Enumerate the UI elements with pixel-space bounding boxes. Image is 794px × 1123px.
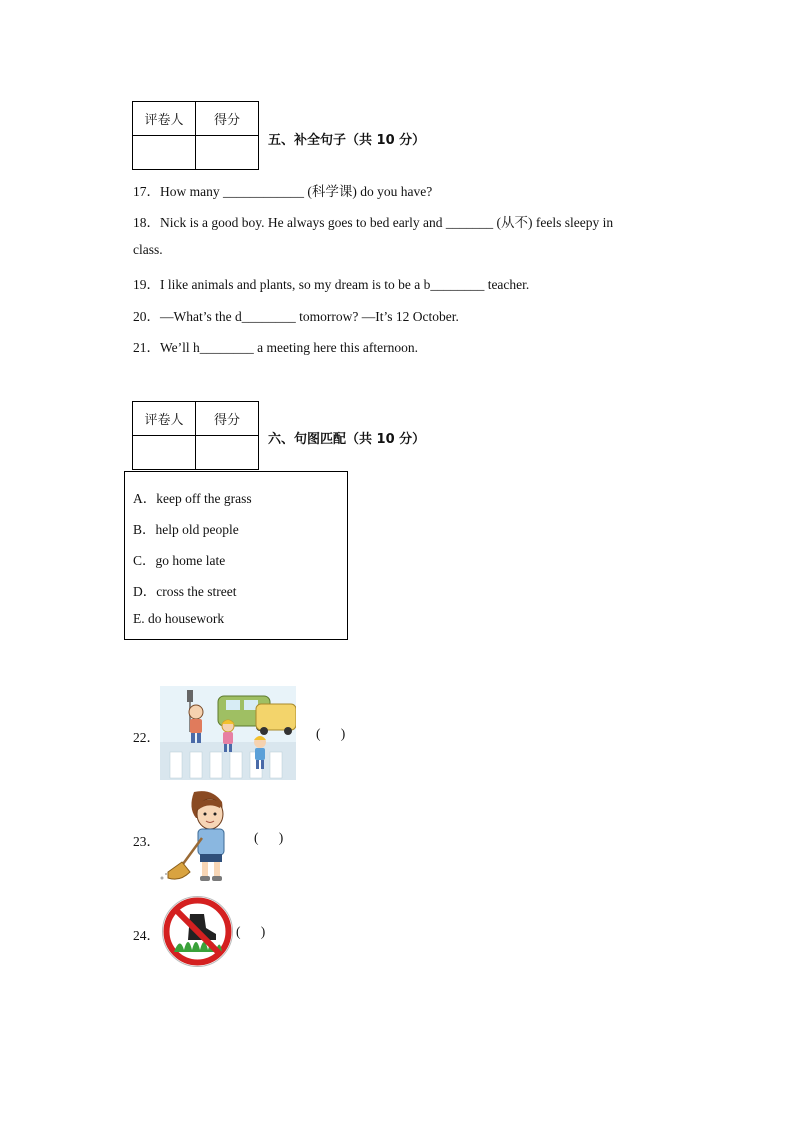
question-18: 18．Nick is a good boy. He always goes to bed early and _______ (从不) feels sleepy in <box>133 215 614 230</box>
score-table-section6 <box>132 401 259 470</box>
option-c: C．go home late <box>133 553 226 568</box>
section6-title: 六、句图匹配（共 10 分） <box>268 432 426 447</box>
question-18-continued: class. <box>133 242 163 257</box>
score-cell <box>196 136 259 170</box>
question-22-number: 22． <box>133 730 160 745</box>
options-box <box>124 471 348 640</box>
answer-blank-23[interactable]: ( ) <box>254 830 284 845</box>
grader-cell <box>133 436 196 470</box>
score-cell <box>196 436 259 470</box>
question-19: 19．I like animals and plants, so my dream is to be a b________ teacher. <box>133 277 530 292</box>
option-e: E. do housework <box>133 611 225 626</box>
option-d: D．cross the street <box>133 584 237 599</box>
keep-off-grass-sign-image <box>160 894 235 969</box>
score-table-section5 <box>132 101 259 170</box>
question-24-number: 24． <box>133 928 160 943</box>
boy-sweeping-image <box>158 788 238 884</box>
grader-label: 评卷人 <box>133 102 196 136</box>
option-a: A．keep off the grass <box>133 491 252 506</box>
question-20: 20．—What’s the d________ tomorrow? —It’s 12 October. <box>133 309 459 324</box>
answer-blank-22[interactable]: ( ) <box>316 726 346 741</box>
grader-cell <box>133 136 196 170</box>
grader-label: 评卷人 <box>133 402 196 436</box>
children-crossing-street-image <box>160 686 296 780</box>
score-label: 得分 <box>196 102 259 136</box>
question-21: 21．We’ll h________ a meeting here this afternoon. <box>133 340 418 355</box>
answer-blank-24[interactable]: ( ) <box>236 924 266 939</box>
option-b: B．help old people <box>133 522 239 537</box>
section5-title: 五、补全句子（共 10 分） <box>268 133 426 148</box>
score-label: 得分 <box>196 402 259 436</box>
question-23-number: 23． <box>133 834 160 849</box>
question-17: 17．How many ____________ (科学课) do you have? <box>133 184 433 199</box>
